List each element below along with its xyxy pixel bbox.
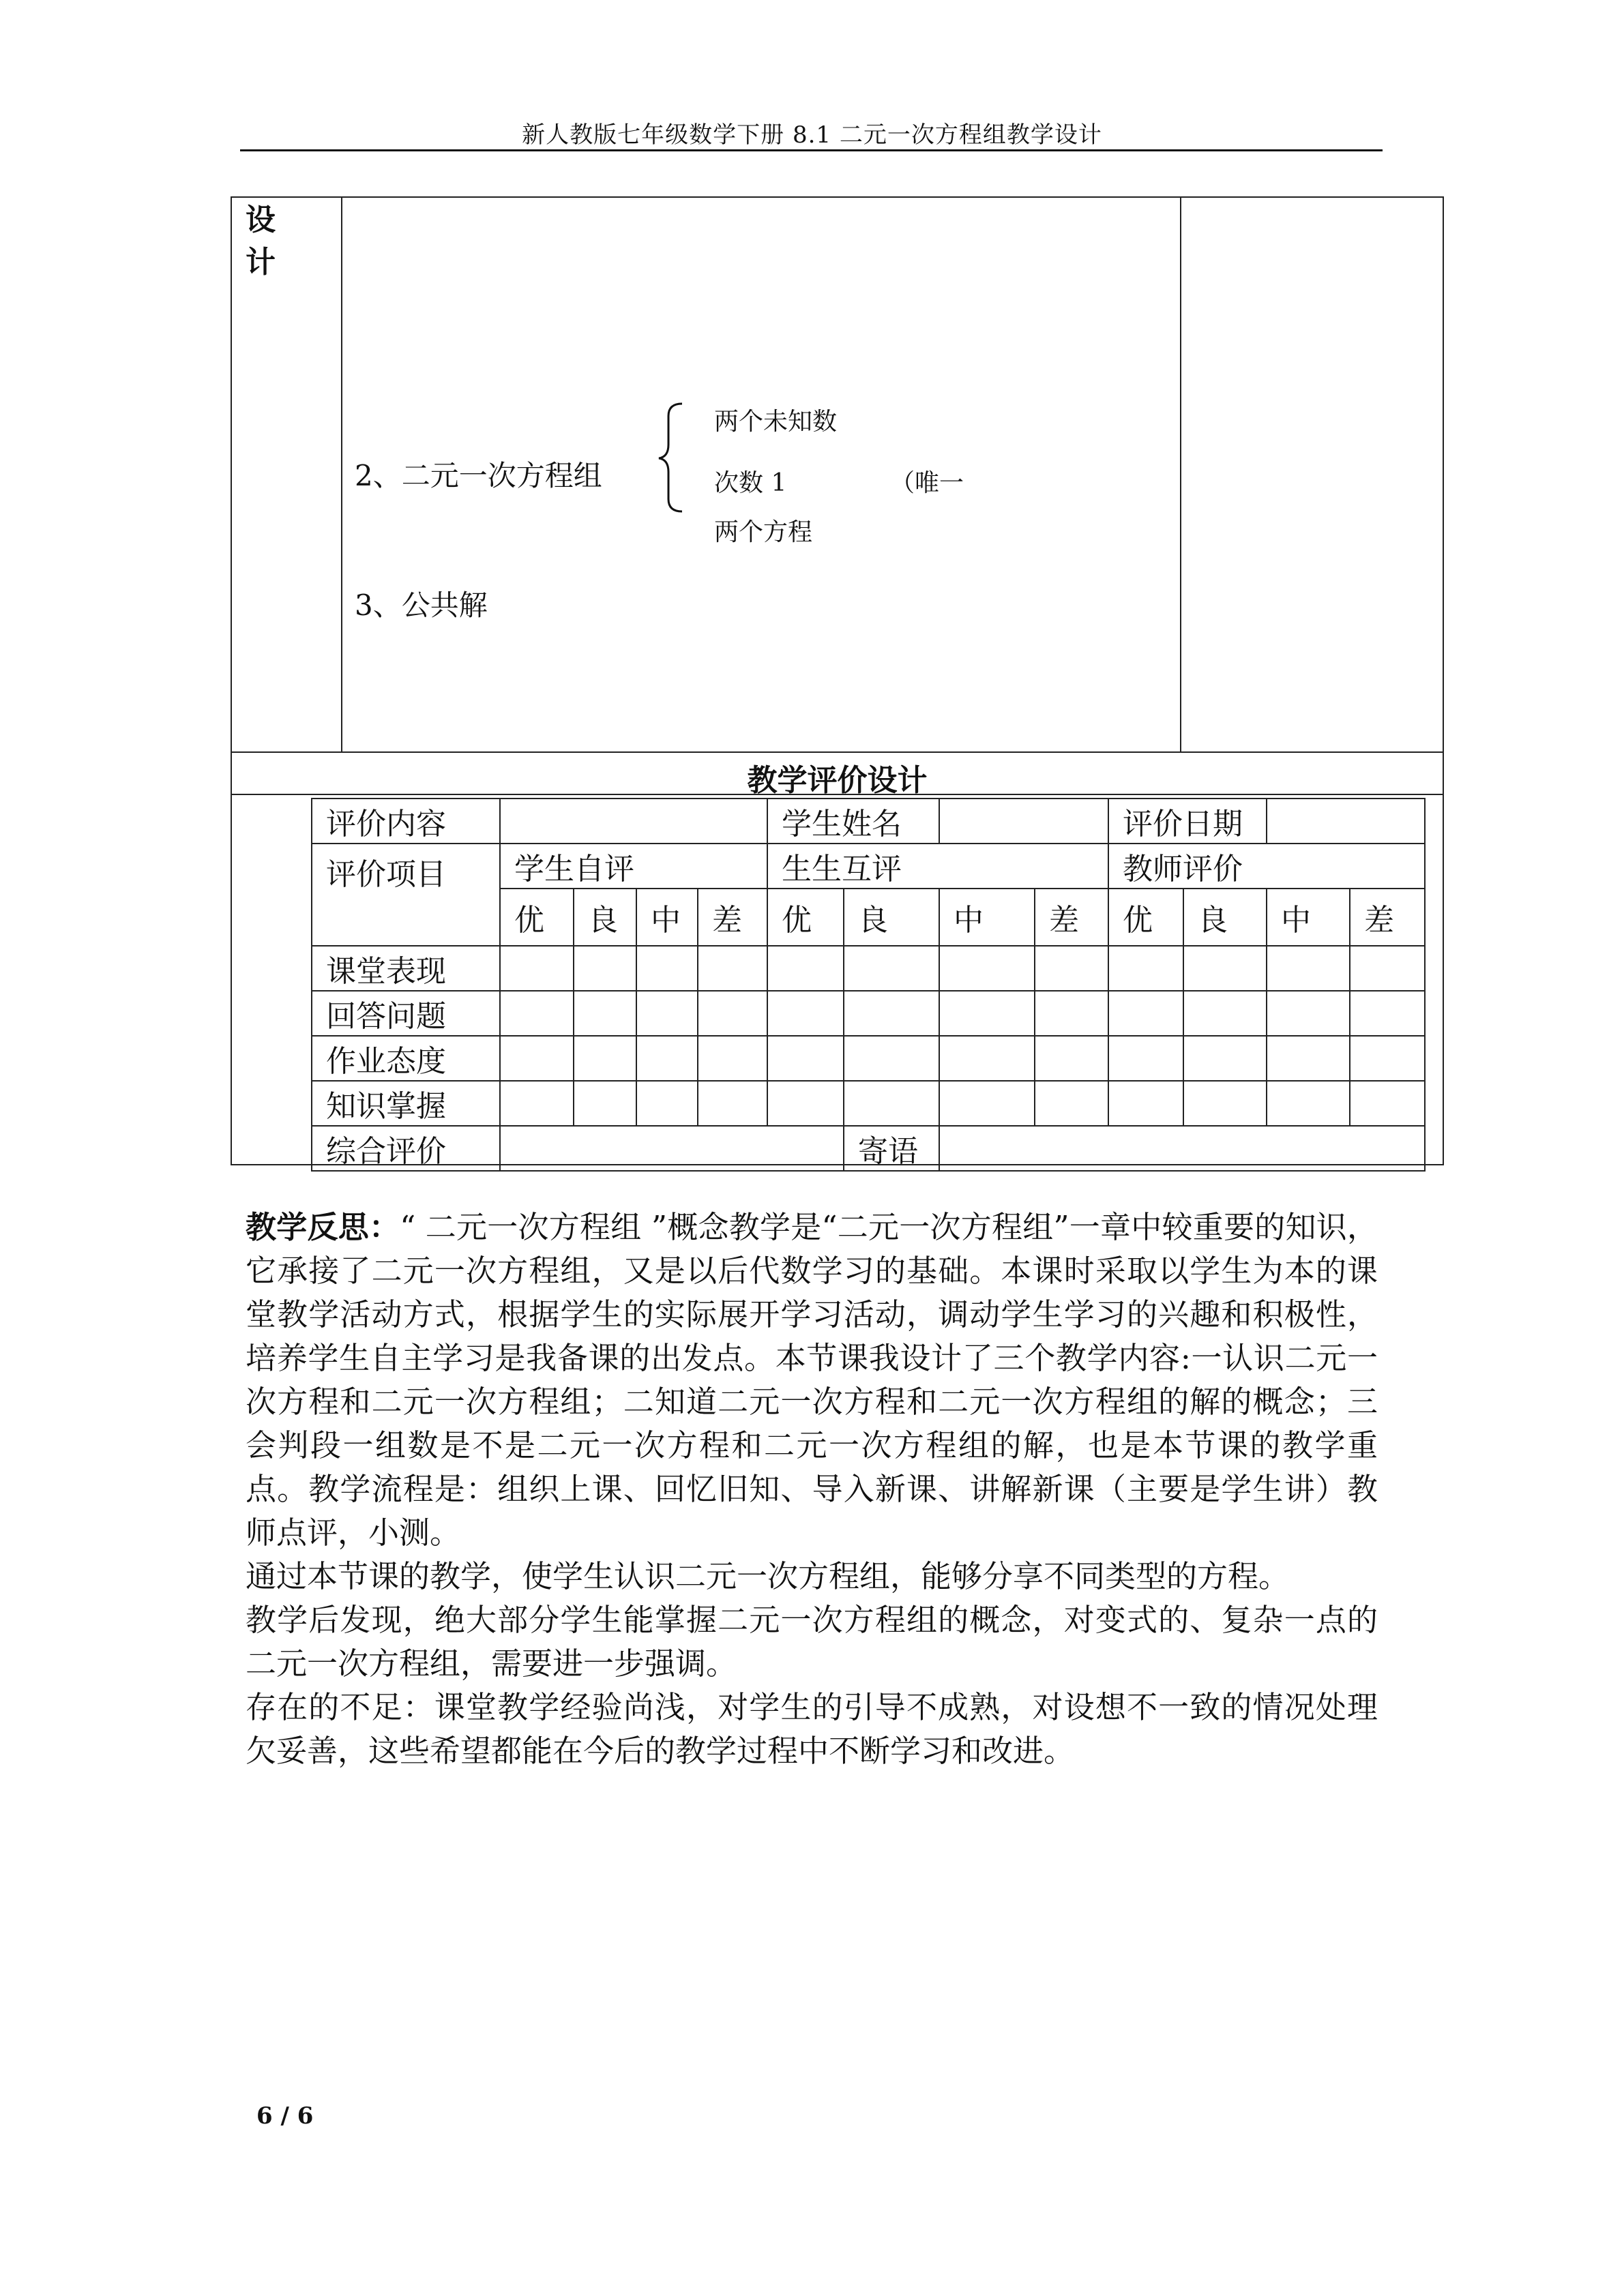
reflection-paragraph-1 [246,1206,1378,1555]
grade-cell[interactable] [500,991,574,1036]
grade-cell[interactable] [1350,1081,1425,1126]
grade-cell[interactable] [698,1081,767,1126]
content-value[interactable] [500,799,767,844]
grade-cell[interactable] [844,1081,939,1126]
grade-cell[interactable] [636,1081,698,1126]
item-two: 2、二元一次方程组 [355,459,602,492]
grade-cell[interactable] [1350,1036,1425,1081]
design-divider-right [1180,198,1181,751]
item-label: 评价项目 [312,844,500,946]
date-value[interactable] [1267,799,1425,844]
grade-cell[interactable] [939,1081,1035,1126]
grade-cell[interactable] [767,991,844,1036]
reflection-section [246,1206,1378,1773]
message-label: 寄语 [844,1126,939,1171]
criteria-row [312,1081,1425,1126]
grade-header: 差 [1035,889,1108,946]
grade-cell[interactable] [939,991,1035,1036]
grade-header: 优 [1108,889,1183,946]
summary-label: 综合评价 [312,1126,500,1171]
grade-cell[interactable] [844,1036,939,1081]
grade-cell[interactable] [1108,1081,1183,1126]
reflection-paragraph-2: 通过本节课的教学，使学生认识二元一次方程组，能够分享不同类型的方程。 [246,1558,1290,1594]
eval-row-categories [312,844,1425,889]
grade-cell[interactable] [767,1081,844,1126]
grade-cell[interactable] [574,1036,636,1081]
grade-cell[interactable] [574,946,636,991]
grade-cell[interactable] [1267,1081,1350,1126]
header-title: 新人教版七年级数学下册 8.1 二元一次方程组教学设计 [522,121,1102,149]
criteria-rows [312,946,1425,1126]
self-eval-label: 学生自评 [500,844,767,889]
grade-cell[interactable] [1183,991,1267,1036]
reflection-lead: 教学反思： [246,1209,400,1245]
grade-cell[interactable] [1183,1081,1267,1126]
grade-cell[interactable] [1350,946,1425,991]
grade-header: 差 [698,889,767,946]
grade-cell[interactable] [500,1081,574,1126]
grade-cell[interactable] [636,1036,698,1081]
header-rule [240,149,1383,151]
brace-item-equations: 两个方程 [714,518,813,546]
criteria-label: 作业态度 [312,1036,500,1081]
grade-cell[interactable] [939,946,1035,991]
grade-header: 差 [1350,889,1425,946]
grade-cell[interactable] [1035,1081,1108,1126]
page-number: 6 / 6 [256,2102,314,2130]
evaluation-title: 教学评价设计 [747,763,928,798]
evaluation-left-margin [231,798,311,1165]
grade-header: 中 [939,889,1035,946]
grade-header: 优 [767,889,844,946]
reflection-paragraph-4: 存在的不足：课堂教学经验尚浅，对学生的引导不成熟，对设想不一致的情况处理欠妥善，这些希望都能在今后的教学过程中不断学习和改进。 [246,1689,1378,1769]
grade-cell[interactable] [1183,946,1267,991]
grade-cell[interactable] [698,946,767,991]
curly-brace-icon [655,400,696,516]
grade-cell[interactable] [698,1036,767,1081]
date-label: 评价日期 [1108,799,1267,844]
reflection-text-1: “ 二元一次方程组 ”概念教学是“二元一次方程组”一章中较重要的知识，它承接了二元一次方程组，又是以后代数学习的基础。本课时采取以学生为本的课堂教学活动方式，根据学生的实际展开学习活动，调动学生学习的兴趣和积极性，培养学生自主学习是我备课的出发点。本节课我设计了三个教学内容:一认识二元一次方程和二元一次方程组；二知道二元一次方程和二元一次方程组的解的概念；三会判段一组数是不是二元一次方程和二元一次方程组的解，也是本节课的教学重点。教学流程是：组织上课、回忆旧知、导入新课、讲解新课（主要是学生讲）教师点评，小测。 [246,1209,1378,1551]
grade-cell[interactable] [636,946,698,991]
teacher-eval-label: 教师评价 [1108,844,1425,889]
grade-cell[interactable] [1108,991,1183,1036]
grade-header: 良 [574,889,636,946]
content-label: 评价内容 [312,799,500,844]
brace-item-unknowns: 两个未知数 [714,408,838,436]
grade-cell[interactable] [500,946,574,991]
grade-cell[interactable] [939,1036,1035,1081]
grade-cell[interactable] [1183,1036,1267,1081]
brace-item-degree: 次数 1 [714,469,787,497]
criteria-label: 知识掌握 [312,1081,500,1126]
student-name-value[interactable] [939,799,1108,844]
grade-cell[interactable] [574,1081,636,1126]
grade-cell[interactable] [1267,991,1350,1036]
criteria-label: 课堂表现 [312,946,500,991]
grade-cell[interactable] [636,991,698,1036]
peer-eval-label: 生生互评 [767,844,1108,889]
grade-cell[interactable] [1267,1036,1350,1081]
criteria-row [312,991,1425,1036]
grade-cell[interactable] [1350,991,1425,1036]
grade-header: 良 [1183,889,1267,946]
student-name-label: 学生姓名 [767,799,939,844]
grade-header: 良 [844,889,939,946]
message-value[interactable] [939,1126,1425,1171]
grade-header: 中 [1267,889,1350,946]
grade-cell[interactable] [1035,1036,1108,1081]
grade-cell[interactable] [1035,946,1108,991]
criteria-row [312,1036,1425,1081]
grade-cell[interactable] [1035,991,1108,1036]
summary-value[interactable] [500,1126,844,1171]
eval-row-header [312,799,1425,844]
criteria-label: 回答问题 [312,991,500,1036]
grade-cell[interactable] [1108,1036,1183,1081]
grade-cell[interactable] [844,946,939,991]
grade-header: 优 [500,889,574,946]
grade-header: 中 [636,889,698,946]
grade-cell[interactable] [698,991,767,1036]
grade-cell[interactable] [767,1036,844,1081]
grade-cell[interactable] [1108,946,1183,991]
grade-cell[interactable] [1267,946,1350,991]
grade-cell[interactable] [767,946,844,991]
brace-note: （唯一 [890,469,964,497]
grade-cell[interactable] [500,1036,574,1081]
item-three: 3、公共解 [355,588,488,622]
design-label: 设计 [246,203,276,280]
reflection-paragraph-3: 教学后发现，绝大部分学生能掌握二元一次方程组的概念，对变式的、复杂一点的二元一次方程组，需要进一步强调。 [246,1602,1378,1682]
criteria-row [312,946,1425,991]
design-divider-left [341,198,342,751]
eval-row-summary [312,1126,1425,1171]
grade-cell[interactable] [574,991,636,1036]
evaluation-table [311,798,1426,1172]
grade-cell[interactable] [844,991,939,1036]
